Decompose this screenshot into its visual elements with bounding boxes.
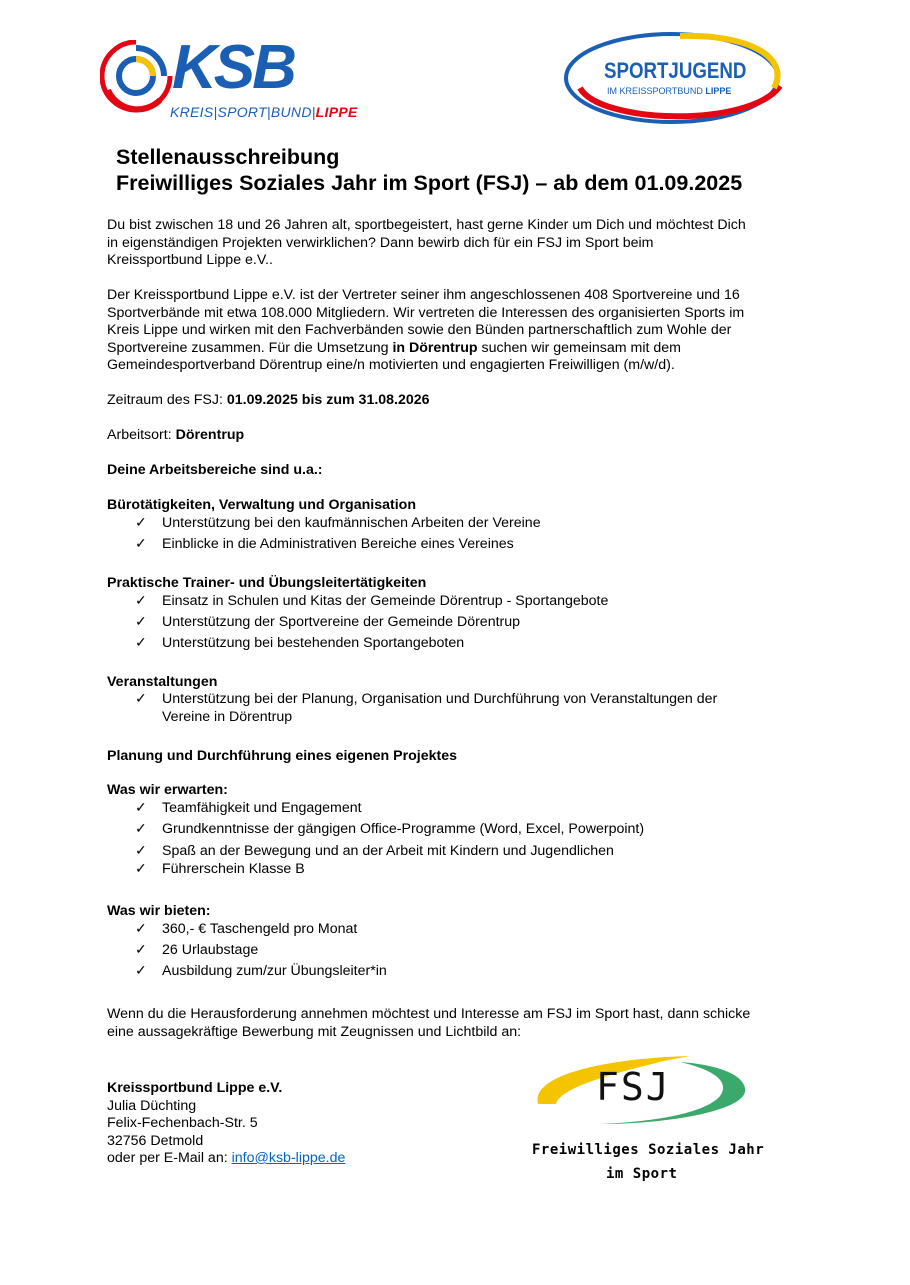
section-title-project: Planung und Durchführung eines eigenen Projektes <box>107 748 458 764</box>
location-line <box>107 427 244 445</box>
about-line: Sportvereine zusammen. Für die Umsetzung in Dörentrup suchen wir gemeinsam mit dem <box>107 339 682 356</box>
check-icon: ✓ <box>135 614 147 630</box>
check-icon: ✓ <box>135 843 147 859</box>
contact-name: Julia Düchting <box>107 1097 197 1114</box>
location-highlight: in Dörentrup <box>392 339 478 356</box>
check-icon: ✓ <box>135 921 147 937</box>
check-icon: ✓ <box>135 515 147 531</box>
check-icon: ✓ <box>135 821 147 837</box>
contact-city: 32756 Detmold <box>107 1132 204 1149</box>
section-title-expect: Was wir erwarten: <box>107 782 228 798</box>
closing-line: eine aussagekräftige Bewerbung mit Zeugnissen und Lichtbild an: <box>107 1023 522 1040</box>
check-icon: ✓ <box>135 963 147 979</box>
intro-paragraph <box>107 217 807 270</box>
check-icon: ✓ <box>135 593 147 609</box>
period-value: 01.09.2025 bis zum 31.08.2026 <box>226 392 430 408</box>
intro-line: Kreissportbund Lippe e.V.. <box>107 252 273 268</box>
check-icon: ✓ <box>135 861 147 877</box>
contact-block <box>107 1080 345 1168</box>
title-line-2: Freiwilliges Soziales Jahr im Sport (FSJ) – ab dem 01.09.2025 <box>116 171 743 195</box>
ksb-logo <box>100 33 385 125</box>
about-line: Der Kreissportbund Lippe e.V. ist der Vertreter seiner ihm angeschlossenen 408 Sportvereine und 16 <box>107 287 740 303</box>
period-line <box>107 392 430 410</box>
closing-paragraph <box>107 1006 807 1041</box>
contact-street: Felix-Fechenbach-Str. 5 <box>107 1115 258 1131</box>
check-icon: ✓ <box>135 942 147 958</box>
ksb-letters: KSB <box>172 33 294 102</box>
about-line: Gemeindesportverband Dörentrup eine/n motivierten und engagierten Freiwilligen (m/w/d). <box>107 357 675 373</box>
check-icon: ✓ <box>135 691 147 707</box>
about-line: Kreis Lippe und wirken mit den Fachverbänden sowie den Bünden partnerschaftlich zum Wohle der <box>107 322 732 338</box>
about-line: Sportverbände mit etwa 108.000 Mitgliedern. Wir vertreten die Interessen des organisierten Sports im <box>107 304 745 321</box>
contact-email-line: oder per E-Mail an: info@ksb-lippe.de <box>107 1150 346 1166</box>
fsj-letters: FSJ <box>596 1065 671 1109</box>
check-icon: ✓ <box>135 800 147 816</box>
fsj-line2: im Sport <box>606 1166 678 1182</box>
areas-heading: Deine Arbeitsbereiche sind u.a.: <box>107 462 323 478</box>
period-label: Zeitraum des FSJ: <box>107 392 227 408</box>
closing-line: Wenn du die Herausforderung annehmen möchtest und Interesse am FSJ im Sport hast, dann schicke <box>107 1006 751 1022</box>
section-title-trainer: Praktische Trainer- und Übungsleitertätigkeiten <box>107 575 427 591</box>
check-icon: ✓ <box>135 635 147 651</box>
contact-org: Kreissportbund Lippe e.V. <box>107 1080 283 1096</box>
title-line-1: Stellenausschreibung <box>116 145 340 169</box>
section-title-offer: Was wir bieten: <box>107 903 211 919</box>
check-icon: ✓ <box>135 536 147 552</box>
about-paragraph <box>107 287 807 375</box>
email-link[interactable]: info@ksb-lippe.de <box>231 1150 346 1166</box>
fsj-line1: Freiwilliges Soziales Jahr <box>532 1142 765 1158</box>
sportjugend-logo <box>560 28 790 128</box>
intro-line: Du bist zwischen 18 und 26 Jahren alt, sportbegeistert, hast gerne Kinder um Dich und möchtest Dich <box>107 217 746 233</box>
intro-line: in eigenständigen Projekten verwirklichen? Dann bewirb dich für ein FSJ im Sport beim <box>107 234 654 251</box>
location-label: Arbeitsort: <box>107 427 176 443</box>
sportjugend-title: SPORTJUGEND <box>604 58 747 83</box>
fsj-logo <box>530 1052 765 1192</box>
location-value: Dörentrup <box>175 427 245 443</box>
page-title <box>116 144 742 196</box>
ksb-subline: KREIS|SPORT|BUND|LIPPE <box>170 104 358 120</box>
section-title-office: Bürotätigkeiten, Verwaltung und Organisation <box>107 497 416 513</box>
section-title-events: Veranstaltungen <box>107 674 218 690</box>
sportjugend-subtitle: IM KREISSPORTBUND LIPPE <box>607 86 732 96</box>
